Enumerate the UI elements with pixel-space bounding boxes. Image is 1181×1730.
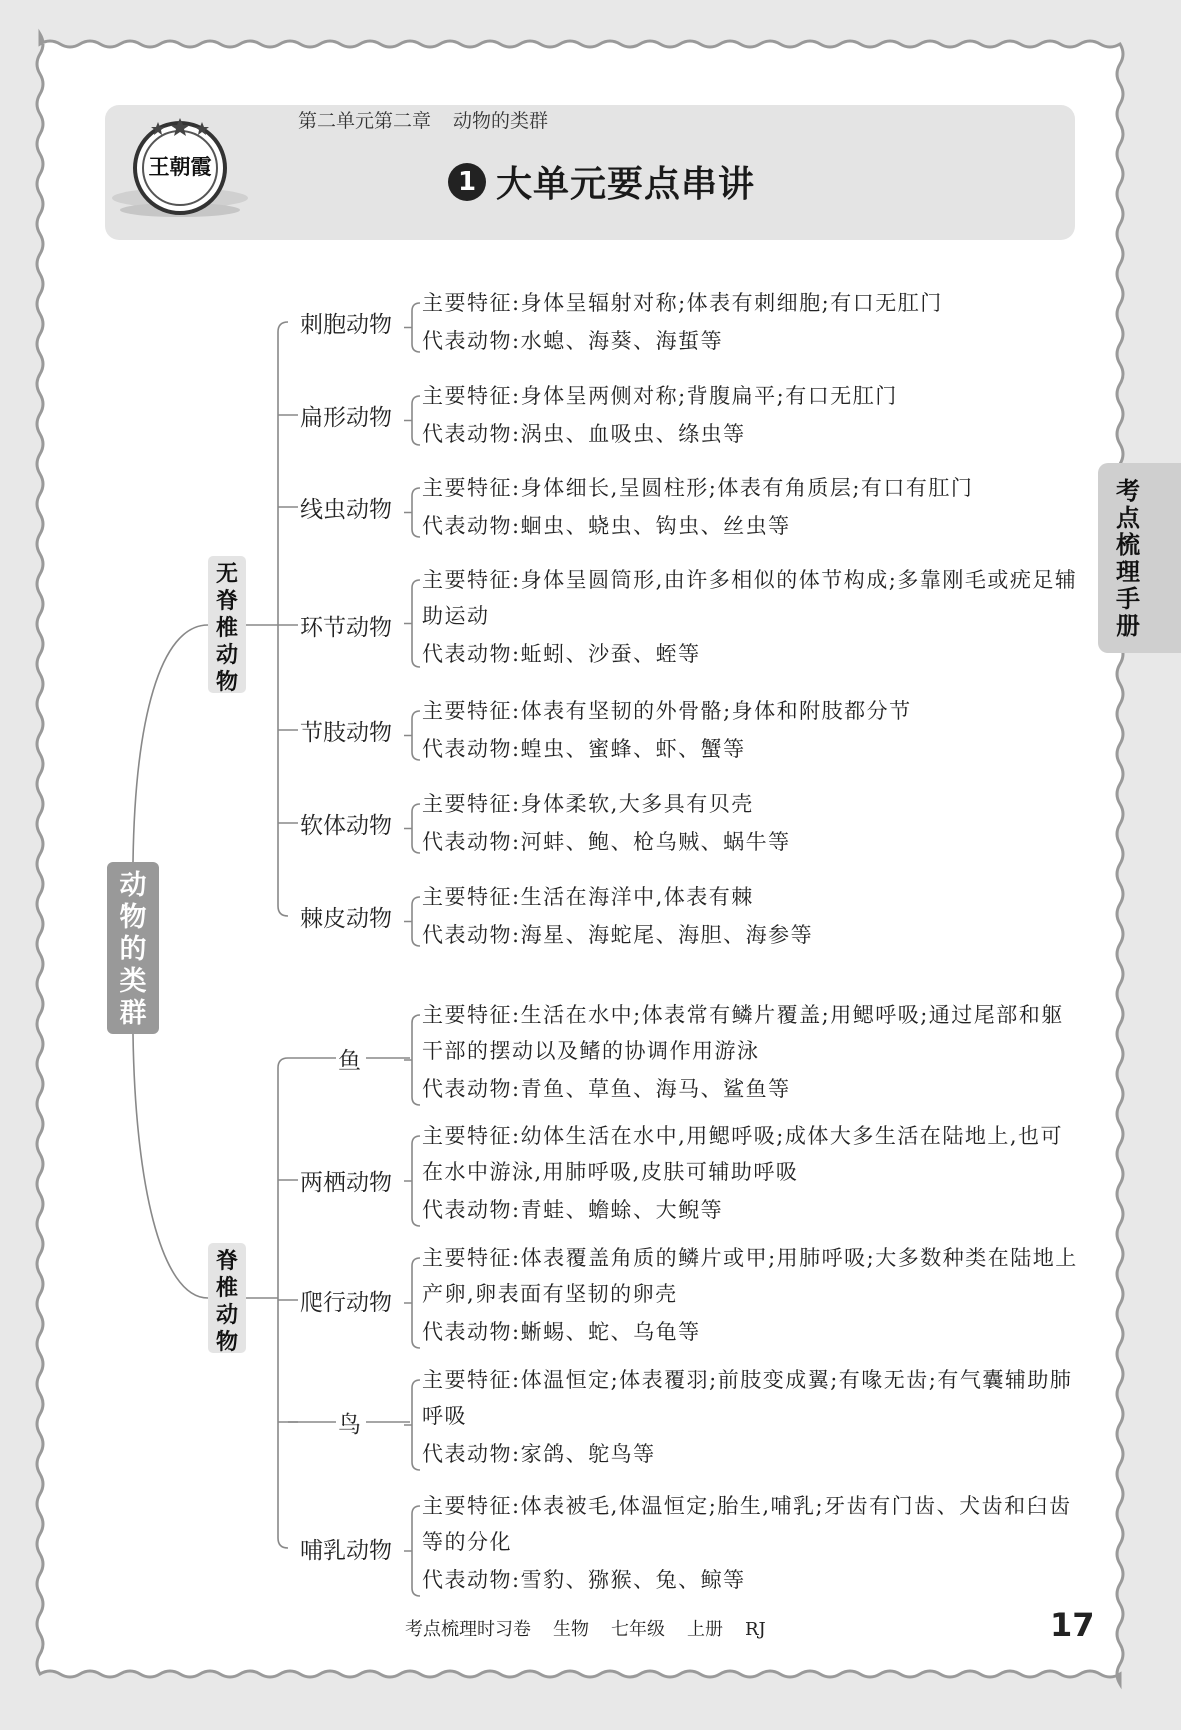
examples-mammalia: 代表动物:雪豹、猕猴、兔、鲸等 [422,1568,746,1592]
category-arthropoda: 节肢动物 [300,714,392,747]
footer-info [405,1615,766,1641]
desc-platyhelminthes [422,378,1082,452]
desc-reptilia [422,1240,1082,1350]
connector-root-invertebrate [133,625,208,862]
category-echinodermata: 棘皮动物 [300,900,392,933]
examples-fish: 代表动物:青鱼、草鱼、海马、鲨鱼等 [422,1077,791,1101]
bracket-vertebrate [278,1058,288,1548]
examples-arthropoda: 代表动物:蝗虫、蜜蜂、虾、蟹等 [422,737,746,761]
connector-root-vertebrate [133,1034,208,1298]
sub-bracket-7 [404,1015,420,1105]
feature-nematoda: 主要特征:身体细长,呈圆柱形;体表有角质层;有口有肛门 [422,476,974,500]
desc-amphibia [422,1118,1082,1228]
category-reptilia: 爬行动物 [300,1284,392,1317]
sub-bracket-6 [404,897,420,946]
sub-bracket-8 [404,1136,420,1226]
feature-reptilia: 主要特征:体表覆盖角质的鳞片或甲;用肺呼吸;大多数种类在陆地上产卵,卵表面有坚韧的卵壳 [422,1246,1078,1306]
feature-amphibia: 主要特征:幼体生活在水中,用鳃呼吸;成体大多生活在陆地上,也可在水中游泳,用肺呼吸,皮肤可辅助呼吸 [422,1124,1063,1184]
feature-fish: 主要特征:生活在水中;体表常有鳞片覆盖;用鳃呼吸;通过尾部和躯干部的摆动以及鳍的协调作用游泳 [422,1003,1064,1063]
examples-echinodermata: 代表动物:海星、海蛇尾、海胆、海参等 [422,923,814,947]
footer-edition: RJ [745,1619,766,1640]
desc-fish [422,997,1082,1107]
bracket-invertebrate [278,322,288,916]
sub-bracket-5 [404,804,420,853]
category-nematoda: 线虫动物 [300,491,392,524]
feature-annelida: 主要特征:身体呈圆筒形,由许多相似的体节构成;多靠刚毛或疣足辅助运动 [422,568,1078,628]
sub-bracket-4 [404,711,420,760]
category-aves: 鸟 [338,1406,361,1439]
feature-cnidaria: 主要特征:身体呈辐射对称;体表有刺细胞;有口无肛门 [422,291,943,315]
feature-platyhelminthes: 主要特征:身体呈两侧对称;背腹扁平;有口无肛门 [422,384,898,408]
category-cnidaria: 刺胞动物 [300,306,392,339]
chapter-label: 第二单元第二章 [298,110,432,132]
footer-volume: 上册 [687,1619,723,1640]
vertebrate-label: 脊椎动物 [215,1249,238,1355]
invertebrate-label: 无脊椎动物 [215,562,238,695]
category-annelida: 环节动物 [300,609,392,642]
page-title: 大单元要点串讲 [496,164,756,205]
sub-bracket-10 [404,1380,420,1470]
section-number-badge: 1 [448,163,486,201]
desc-arthropoda [422,693,1082,767]
desc-echinodermata [422,879,1082,953]
category-platyhelminthes: 扁形动物 [300,399,392,432]
category-mammalia: 哺乳动物 [300,1532,392,1565]
desc-annelida [422,562,1082,672]
desc-mollusca [422,786,1082,860]
desc-aves [422,1362,1082,1472]
examples-nematoda: 代表动物:蛔虫、蛲虫、钩虫、丝虫等 [422,514,791,538]
sub-bracket-1 [404,396,420,445]
category-mollusca: 软体动物 [300,807,392,840]
feature-arthropoda: 主要特征:体表有坚韧的外骨骼;身体和附肢都分节 [422,699,912,723]
side-tab-label: 考点梳理手册 [1116,477,1140,640]
footer-subject: 生物 [553,1619,589,1640]
logo-text: 王朝霞 [148,154,212,179]
examples-annelida: 代表动物:蚯蚓、沙蚕、蛭等 [422,642,701,666]
examples-amphibia: 代表动物:青蛙、蟾蜍、大鲵等 [422,1198,724,1222]
examples-mollusca: 代表动物:河蚌、鲍、枪乌贼、蜗牛等 [422,830,791,854]
examples-reptilia: 代表动物:蜥蜴、蛇、乌龟等 [422,1320,701,1344]
feature-mollusca: 主要特征:身体柔软,大多具有贝壳 [422,792,754,816]
page-number: 17 [1050,1606,1095,1644]
feature-echinodermata: 主要特征:生活在海洋中,体表有棘 [422,885,754,909]
desc-mammalia [422,1488,1082,1598]
sub-bracket-9 [404,1258,420,1348]
examples-aves: 代表动物:家鸽、鸵鸟等 [422,1442,656,1466]
footer-book: 考点梳理时习卷 [405,1619,531,1640]
examples-platyhelminthes: 代表动物:涡虫、血吸虫、绦虫等 [422,422,746,446]
sub-bracket-0 [404,303,420,352]
desc-nematoda [422,470,1082,544]
feature-aves: 主要特征:体温恒定;体表覆羽;前肢变成翼;有喙无齿;有气囊辅助肺呼吸 [422,1368,1073,1428]
feature-mammalia: 主要特征:体表被毛,体温恒定;胎生,哺乳;牙齿有门齿、犬齿和臼齿等的分化 [422,1494,1072,1554]
root-node-label: 动物的类群 [119,870,147,1029]
sub-bracket-11 [404,1506,420,1596]
footer-grade: 七年级 [611,1619,665,1640]
category-amphibia: 两栖动物 [300,1164,392,1197]
desc-cnidaria [422,285,1082,359]
category-fish: 鱼 [338,1042,361,1075]
sub-bracket-3 [404,580,420,667]
sub-bracket-2 [404,488,420,537]
examples-cnidaria: 代表动物:水螅、海葵、海蜇等 [422,329,724,353]
chapter-topic: 动物的类群 [453,110,549,132]
